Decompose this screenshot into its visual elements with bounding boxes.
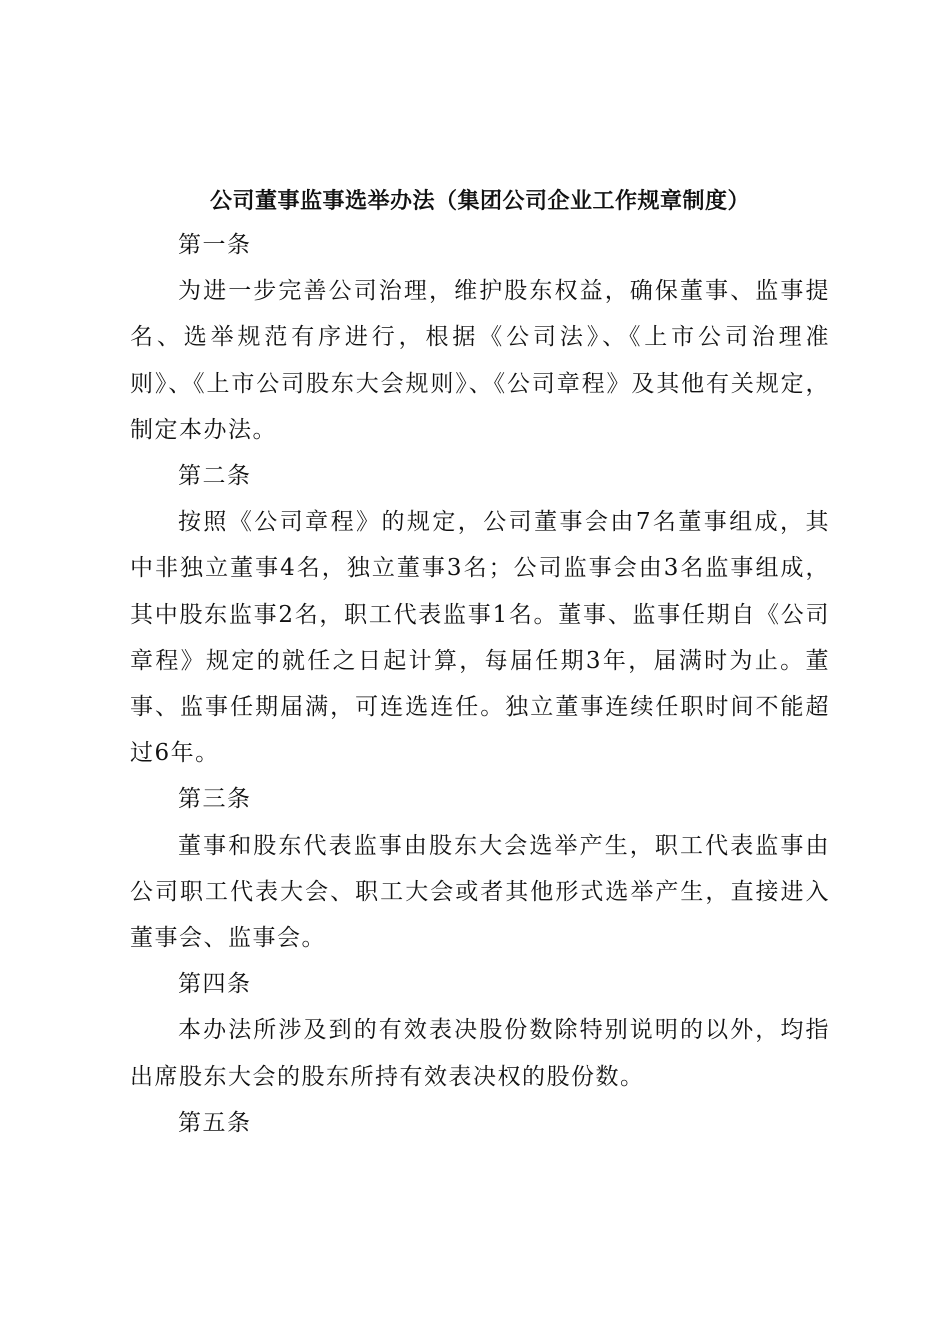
article-2-heading: 第二条 bbox=[178, 463, 252, 490]
article-1-text: 为进一步完善公司治理，维护股东权益，确保董事、监事提名、选举规范有序进行，根据《公司法》、《上市公司治理准则》、《上市公司股东大会规则》、《公司章程》及其他有关规定，制定本办法。 bbox=[130, 278, 830, 443]
article-4-heading: 第四条 bbox=[178, 971, 252, 998]
article-4-text: 本办法所涉及到的有效表决股份数除特别说明的以外，均指出席股东大会的股东所持有效表决权的股份数。 bbox=[130, 1017, 830, 1090]
document-body bbox=[130, 222, 830, 1146]
document-title: 公司董事监事选举办法（集团公司企业工作规章制度） bbox=[209, 188, 750, 214]
article-2-text: 按照《公司章程》的规定，公司董事会由7名董事组成，其中非独立董事4名，独立董事3名；公司监事会由3名监事组成，其中股东监事2名，职工代表监事1名。董事、监事任期自《公司章程》规定的就任之日起计算，每届任期3年，届满时为止。董事、监事任期届满，可连选连任。独立董事连续任职时间不能超过6年。 bbox=[130, 509, 830, 767]
article-3-text: 董事和股东代表监事由股东大会选举产生，职工代表监事由公司职工代表大会、职工大会或者其他形式选举产生，直接进入董事会、监事会。 bbox=[130, 832, 830, 952]
article-1-heading: 第一条 bbox=[178, 232, 252, 258]
article-3-heading: 第三条 bbox=[178, 786, 252, 813]
article-5-heading: 第五条 bbox=[178, 1109, 252, 1136]
